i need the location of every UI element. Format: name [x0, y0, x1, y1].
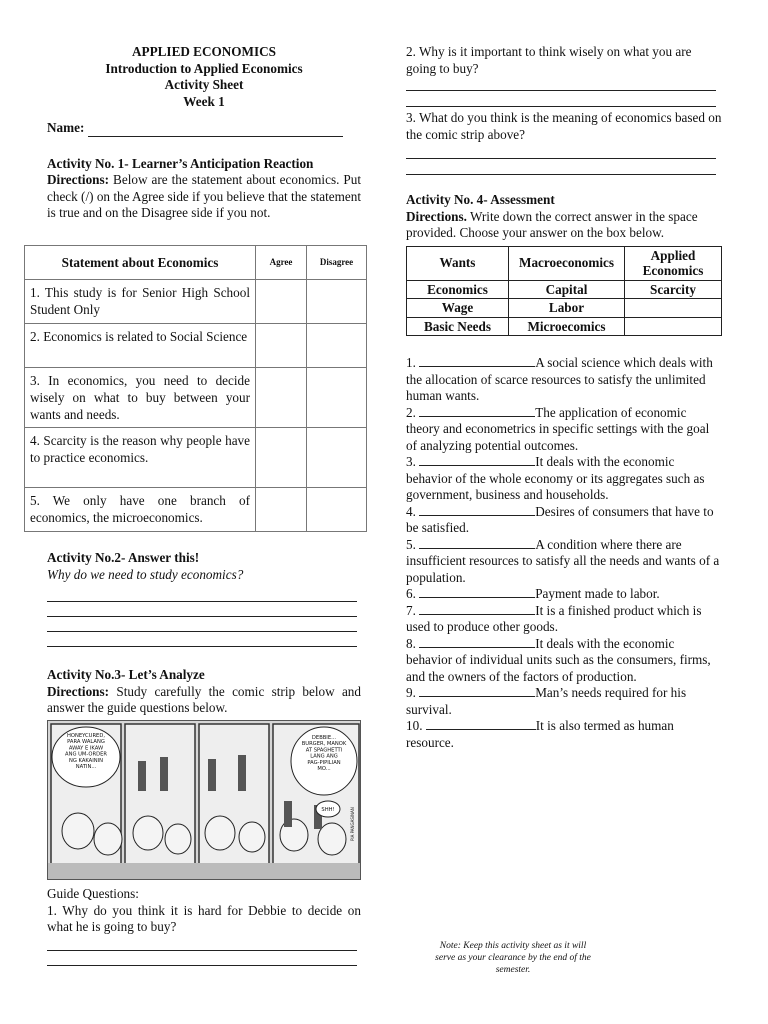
name-label: Name:: [47, 120, 85, 135]
name-blank[interactable]: [88, 125, 343, 137]
item-number: 5.: [406, 536, 420, 552]
table-row: [407, 280, 722, 299]
assessment-item: [406, 504, 722, 537]
activity3-section: [47, 667, 361, 717]
item-text: It is also termed as human resource.: [406, 718, 674, 750]
assessment-items: [406, 355, 722, 751]
answer-line[interactable]: [47, 951, 357, 966]
left-column: [47, 44, 361, 222]
directions-text: Below are the statement about economics. Put check (/) on the Agree side if you believe that the statement is true and on the Disagree side if you not.: [47, 172, 361, 220]
statement-cell: 5. We only have one branch of economics, the microeconomics.: [25, 488, 256, 532]
answer-line[interactable]: [406, 159, 716, 175]
item-number: 8.: [406, 635, 420, 651]
activity1-directions: [47, 172, 361, 222]
directions-label: Directions.: [406, 208, 467, 224]
item-number: 4.: [406, 503, 420, 519]
speech-bubble-1-text: HONEYCURED, PARA WALANG AWAY E IKAW ANG UM-ORDER NG KAKAININ NATIN...: [65, 733, 107, 770]
statement-cell: 1. This study is for Senior High School Student Only: [25, 280, 256, 324]
answer-line[interactable]: [47, 617, 357, 632]
item-number: 9.: [406, 685, 420, 700]
table-row: [25, 428, 367, 488]
choice-cell: Wants: [407, 246, 509, 280]
answer-line[interactable]: [47, 632, 357, 647]
agree-cell[interactable]: [256, 324, 307, 368]
name-row: [47, 120, 361, 137]
speech-bubble-2-text: DEBBIE... BURGER, MANOK AT SPAGHETTI LANG ANG PAG-PIPILIAN MO...: [301, 735, 347, 772]
activity3-directions: [47, 684, 361, 717]
choice-cell: [625, 299, 722, 318]
item-text: Desires of consumers that have to be satisfied.: [406, 503, 714, 535]
assessment-item: [406, 718, 722, 751]
answer-blank[interactable]: [419, 686, 535, 697]
col-statement: Statement about Economics: [25, 246, 256, 280]
item-number: 10.: [406, 718, 426, 733]
worksheet-sheet-label: Activity Sheet: [164, 77, 244, 92]
disagree-cell[interactable]: [307, 428, 367, 488]
answer-line[interactable]: [406, 77, 716, 91]
answer-choices-box: [406, 246, 722, 337]
assessment-item: [406, 355, 722, 405]
answer-blank[interactable]: [419, 604, 535, 615]
agree-cell[interactable]: [256, 368, 307, 428]
worksheet-title: APPLIED ECONOMICS: [132, 44, 276, 59]
answer-line[interactable]: [47, 587, 357, 602]
guide-question-2: 2. Why is it important to think wisely on what you are going to buy?: [406, 44, 692, 76]
comic-signature: PIA PANGASINAN: [350, 807, 355, 841]
speech-bubble-3-text: SHH!: [321, 807, 335, 813]
assessment-item: [406, 636, 722, 686]
item-number: 1.: [406, 355, 420, 370]
answer-line[interactable]: [47, 936, 357, 951]
activity4-directions: [406, 209, 722, 242]
table-row: [25, 324, 367, 368]
worksheet-week: Week 1: [183, 93, 225, 109]
answer-line[interactable]: [47, 602, 357, 617]
agree-cell[interactable]: [256, 488, 307, 532]
guide-questions-label: Guide Questions:: [47, 886, 139, 901]
disagree-cell[interactable]: [307, 324, 367, 368]
item-number: 3.: [406, 454, 420, 469]
agree-cell[interactable]: [256, 280, 307, 324]
answer-blank[interactable]: [419, 587, 535, 598]
choice-cell: Basic Needs: [407, 317, 509, 336]
statement-cell: 2. Economics is related to Social Science: [25, 324, 256, 368]
item-number: 7.: [406, 602, 420, 618]
guide-questions-section: [47, 886, 361, 966]
choice-cell: Economics: [407, 280, 509, 299]
choice-cell: Macroeconomics: [509, 246, 625, 280]
directions-label: Directions:: [47, 683, 110, 699]
answer-blank[interactable]: [419, 538, 535, 549]
answer-blank[interactable]: [419, 637, 535, 648]
table-row: [407, 299, 722, 318]
item-text: It is a finished product which is used to produce other goods.: [406, 602, 702, 634]
item-number: 2.: [406, 404, 420, 420]
assessment-item: [406, 685, 722, 718]
assessment-item: [406, 405, 722, 455]
guide-question-1: 1. Why do you think it is hard for Debbie to decide on what he is going to buy?: [47, 902, 361, 934]
statement-table: [24, 245, 367, 532]
table-row: [25, 488, 367, 532]
item-number: 6.: [406, 586, 420, 601]
activity2-question: Why do we need to study economics?: [47, 566, 244, 582]
choice-cell: Wage: [407, 299, 509, 318]
table-row: [25, 280, 367, 324]
choice-cell: Applied Economics: [625, 246, 722, 280]
clearance-note: Note: Keep this activity sheet as it will serve as your clearance by the end of the semester.: [435, 941, 591, 975]
answer-line[interactable]: [406, 91, 716, 107]
answer-blank[interactable]: [426, 719, 536, 730]
directions-text: Write down the correct answer in the space provided. Choose your answer on the box below.: [406, 208, 698, 240]
col-agree: Agree: [256, 246, 307, 280]
directions-label: Directions:: [47, 172, 110, 187]
item-text: It deals with the economic behavior of the whole economy or its aggregates such as government, business and households.: [406, 454, 705, 502]
statement-table-header: [25, 246, 367, 280]
choice-cell: Microecomics: [509, 317, 625, 336]
answer-blank[interactable]: [419, 356, 535, 367]
activity2-title: Activity No.2- Answer this!: [47, 550, 200, 565]
directions-text: Study carefully the comic strip below and answer the guide questions below.: [47, 683, 361, 715]
statement-cell: 3. In economics, you need to decide wisely on what to buy between your wants and needs.: [25, 368, 256, 428]
activity4-title: Activity No. 4- Assessment: [406, 192, 555, 207]
answer-blank[interactable]: [419, 505, 535, 516]
activity3-title: Activity No.3- Let’s Analyze: [47, 667, 205, 682]
assessment-item: [406, 454, 722, 504]
table-row: [407, 246, 722, 280]
assessment-item: [406, 586, 722, 603]
worksheet-subtitle: Introduction to Applied Economics: [105, 60, 303, 76]
table-row: [407, 317, 722, 336]
choice-cell: Labor: [509, 299, 625, 318]
item-text: It deals with the economic behavior of individual units such as the consumers, firms, and the owners of the factors of production.: [406, 635, 711, 684]
disagree-cell[interactable]: [307, 488, 367, 532]
col-disagree: Disagree: [307, 246, 367, 280]
assessment-item: [406, 603, 722, 636]
agree-cell[interactable]: [256, 428, 307, 488]
activity1-title: Activity No. 1- Learner’s Anticipation Reaction: [47, 155, 314, 171]
comic-strip-image: [47, 720, 361, 880]
disagree-cell[interactable]: [307, 280, 367, 324]
disagree-cell[interactable]: [307, 368, 367, 428]
answer-blank[interactable]: [419, 406, 535, 417]
guide-question-3: 3. What do you think is the meaning of economics based on the comic strip above?: [406, 110, 722, 142]
statement-cell: 4. Scarcity is the reason why people have to practice economics.: [25, 428, 256, 488]
item-text: The application of economic theory and econometrics in specific settings with the goal of analyzing potential outcomes.: [406, 404, 710, 453]
activity2-section: [47, 550, 357, 647]
table-row: [25, 368, 367, 428]
assessment-item: [406, 537, 722, 587]
answer-line[interactable]: [406, 143, 716, 159]
right-column: [406, 44, 722, 751]
choice-cell: [625, 317, 722, 336]
item-text: A social science which deals with the allocation of scarce resources to satisfy the unlimited human wants.: [406, 355, 713, 403]
item-text: Payment made to labor.: [535, 586, 660, 601]
choice-cell: Capital: [509, 280, 625, 299]
answer-blank[interactable]: [419, 455, 535, 466]
item-text: A condition where there are insufficient resources to satisfy all the needs and wants of a population.: [406, 536, 720, 585]
comic-strip-drawing: [48, 721, 361, 880]
choice-cell: Scarcity: [625, 280, 722, 299]
item-text: Man’s needs required for his survival.: [406, 685, 687, 717]
